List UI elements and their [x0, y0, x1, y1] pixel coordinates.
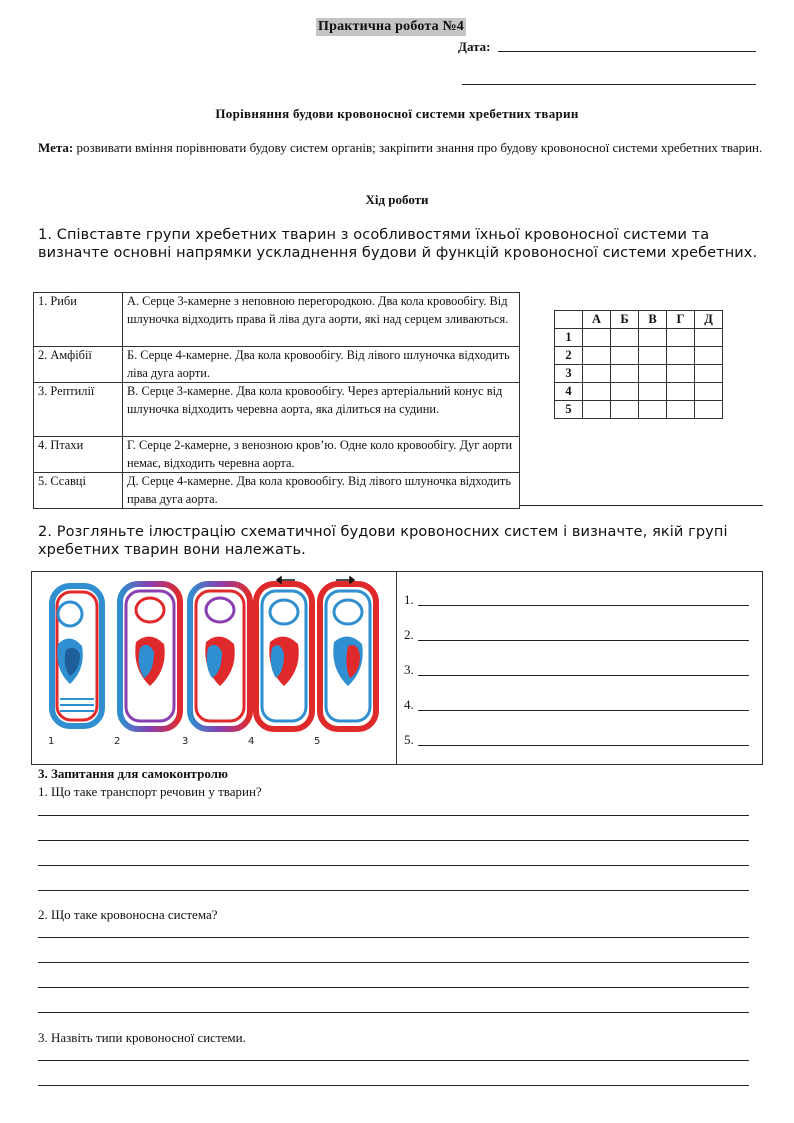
answer-col-header: В — [639, 311, 667, 329]
group-cell: 4. Птахи — [34, 437, 123, 473]
feature-cell: Д. Серце 4-камерне. Два кола кровообігу. Від лівого шлуночка відходить права дуга аорта. — [123, 473, 520, 509]
answer-row-header: 4 — [555, 383, 583, 401]
answer-line[interactable] — [38, 840, 749, 841]
feature-cell: Г. Серце 2-камерне, з венозною кров’ю. Одне коло кровообігу. Дуг аорти немає, відходить черевна аорта. — [123, 437, 520, 473]
answer-cell[interactable] — [611, 383, 639, 401]
figure-answer-line[interactable]: 4. — [404, 697, 414, 713]
answer-line[interactable] — [38, 962, 749, 963]
scheme-fish — [52, 586, 102, 726]
scheme-bird — [256, 584, 312, 729]
answer-cell[interactable] — [695, 329, 723, 347]
answer-row-header: 3 — [555, 365, 583, 383]
figure-answer-line[interactable]: 1. — [404, 592, 414, 608]
answer-cell[interactable] — [667, 347, 695, 365]
question-2: 2. Що таке кровоносна система? — [38, 907, 218, 922]
table-row — [34, 437, 520, 473]
answer-cell[interactable] — [667, 401, 695, 419]
answer-line[interactable] — [38, 1012, 749, 1013]
answer-grid — [554, 310, 723, 419]
figure-label: 1 — [48, 736, 55, 747]
figure-label: 5 — [314, 736, 321, 747]
answer-col-header: Д — [695, 311, 723, 329]
answer-cell[interactable] — [639, 383, 667, 401]
feature-cell: А. Серце 3-камерне з неповною перегородкою. Два кола кровообігу. Від шлуночка відходить права й ліва дуга аорти, які над серцем зливаються. — [123, 293, 520, 347]
answer-cell[interactable] — [583, 329, 611, 347]
answer-line[interactable] — [38, 987, 749, 988]
answer-cell[interactable] — [667, 365, 695, 383]
table-row — [34, 473, 520, 509]
task1-text: 1. Співставте групи хребетних тварин з особливостями їхньої кровоносної системи та визначте основні напрямки ускладнення будови й функцій кровоносної системи хребетних. — [38, 227, 758, 261]
date-field-second-line[interactable] — [462, 84, 756, 85]
answer-cell[interactable] — [695, 401, 723, 419]
question-3: 3. Назвіть типи кровоносної системи. — [38, 1030, 246, 1045]
answer-row-header: 2 — [555, 347, 583, 365]
goal-label: Мета: — [38, 140, 74, 155]
answer-cell[interactable] — [611, 365, 639, 383]
answer-cell[interactable] — [667, 383, 695, 401]
scheme-reptile — [190, 584, 250, 729]
scheme-amphibian — [120, 584, 180, 729]
goal-text: розвивати вміння порівнювати будову систем органів; закріпити знання про будову кровоносної системи хребетних тварин. — [76, 140, 763, 155]
answer-cell[interactable] — [583, 401, 611, 419]
answer-cell[interactable] — [583, 365, 611, 383]
self-check-heading: 3. Запитання для самоконтролю — [38, 766, 228, 781]
work-subtitle: Порівняння будови кровоносної системи хребетних тварин — [215, 106, 579, 121]
table-row — [34, 293, 520, 347]
question-1: 1. Що таке транспорт речовин у тварин? — [38, 784, 262, 799]
answer-col-header: Г — [667, 311, 695, 329]
figure-label: 2 — [114, 736, 121, 747]
answer-line[interactable] — [38, 865, 749, 866]
table-row — [34, 383, 520, 437]
circulatory-systems-illustration — [40, 574, 390, 754]
figure-answer-line[interactable]: 2. — [404, 627, 414, 643]
answer-col-header: Б — [611, 311, 639, 329]
feature-cell: В. Серце 3-камерне. Два кола кровообігу. Через артеріальний конус від шлуночка відходить черевна аорта, яка ділиться на судини. — [123, 383, 520, 437]
feature-cell: Б. Серце 4-камерне. Два кола кровообігу. Від лівого шлуночка відходить ліва дуга аорти. — [123, 347, 520, 383]
group-cell: 3. Рептилії — [34, 383, 123, 437]
answer-cell[interactable] — [583, 347, 611, 365]
answer-cell[interactable] — [639, 329, 667, 347]
figure-label: 3 — [182, 736, 189, 747]
table-row — [34, 347, 520, 383]
answer-col-header: А — [583, 311, 611, 329]
answer-cell[interactable] — [695, 347, 723, 365]
table-bottom-line — [520, 505, 763, 506]
answer-cell[interactable] — [611, 401, 639, 419]
answer-row-header: 1 — [555, 329, 583, 347]
figure-divider — [396, 571, 397, 765]
scheme-mammal — [320, 584, 376, 729]
answer-line[interactable] — [38, 815, 749, 816]
figure-answer-line[interactable]: 5. — [404, 732, 414, 748]
group-cell: 5. Ссавці — [34, 473, 123, 509]
answer-cell[interactable] — [695, 365, 723, 383]
answer-line[interactable] — [38, 890, 749, 891]
answer-cell[interactable] — [639, 365, 667, 383]
answer-cell[interactable] — [695, 383, 723, 401]
date-field[interactable] — [498, 51, 756, 52]
group-cell: 1. Риби — [34, 293, 123, 347]
answer-line[interactable] — [38, 1060, 749, 1061]
group-cell: 2. Амфібії — [34, 347, 123, 383]
goal-paragraph — [38, 137, 768, 158]
answer-cell[interactable] — [639, 347, 667, 365]
answer-cell[interactable] — [639, 401, 667, 419]
date-label: Дата: — [458, 39, 491, 54]
answer-row-header: 5 — [555, 401, 583, 419]
answer-cell[interactable] — [611, 329, 639, 347]
page-title: Практична робота №4 — [318, 19, 464, 34]
answer-line[interactable] — [38, 937, 749, 938]
answer-cell[interactable] — [611, 347, 639, 365]
answer-line[interactable] — [38, 1085, 749, 1086]
figure-answer-line[interactable]: 3. — [404, 662, 414, 678]
procedure-heading: Хід роботи — [365, 192, 429, 207]
matching-table — [33, 292, 520, 509]
answer-cell[interactable] — [667, 329, 695, 347]
answer-cell[interactable] — [583, 383, 611, 401]
task2-text: 2. Розгляньте ілюстрацію схематичної будови кровоносних систем і визначте, якій групі хребетних тварин вони належать. — [38, 524, 728, 558]
figure-label: 4 — [248, 736, 255, 747]
